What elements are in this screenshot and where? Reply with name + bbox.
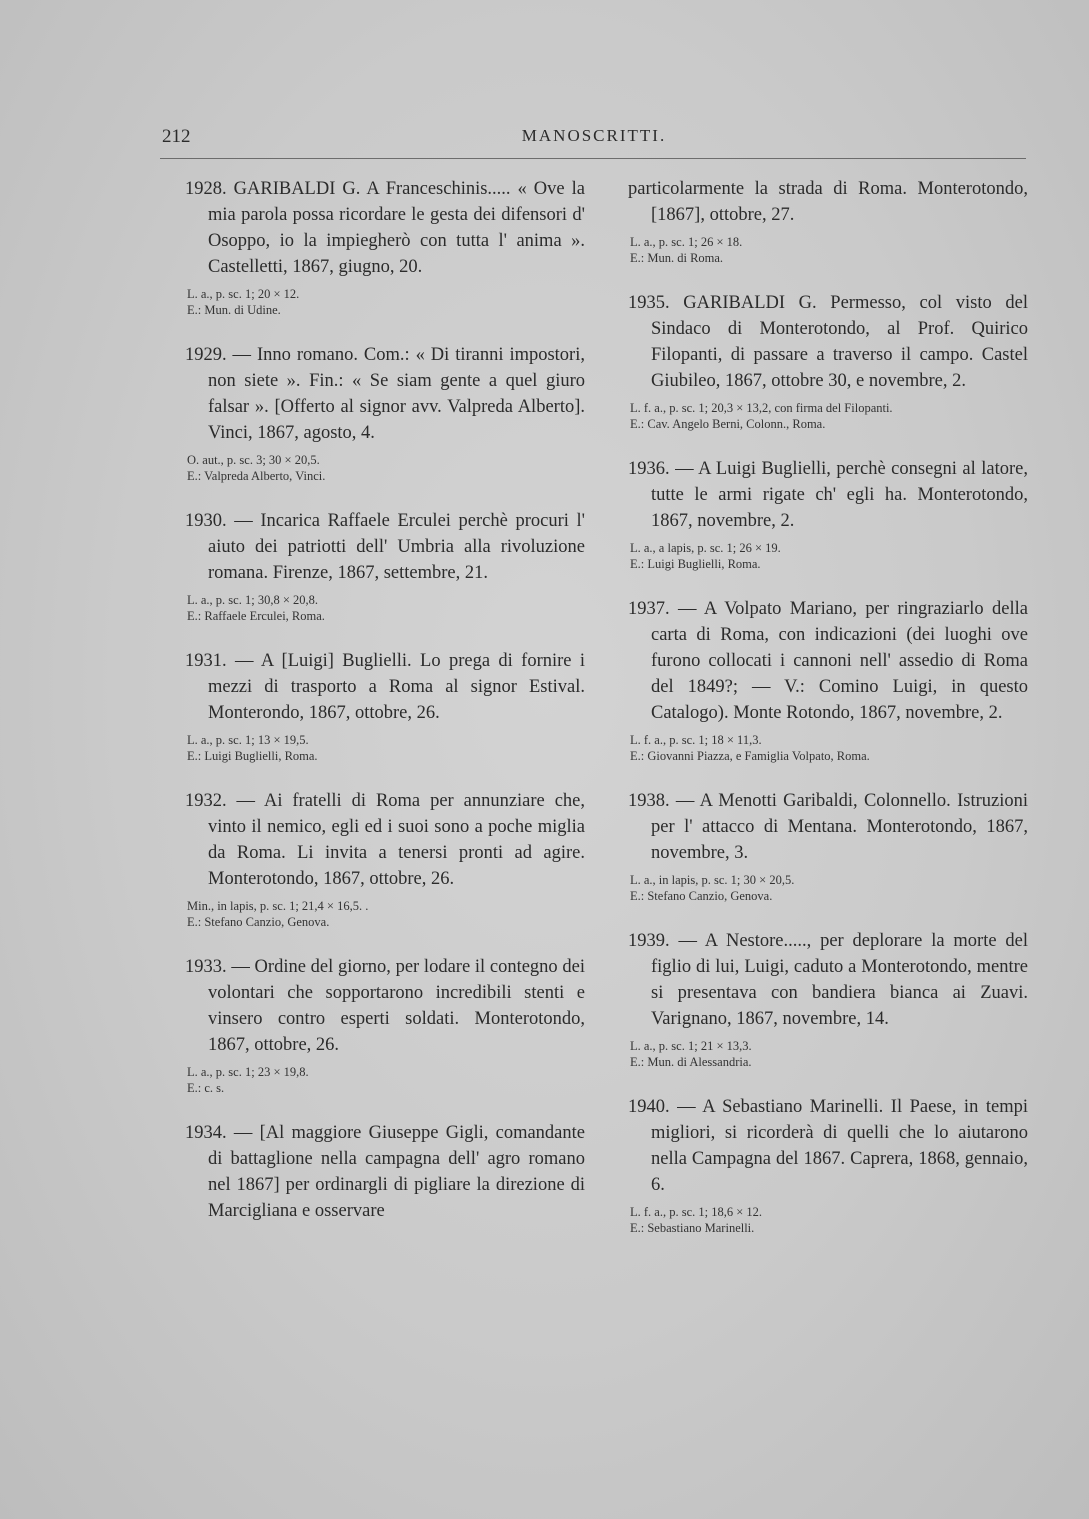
entry-owner: E.: Luigi Buglielli, Roma.	[187, 749, 318, 763]
entry-text: 1938. — A Menotti Garibaldi, Colonnello. Istruzioni per l' attacco di Mentana. Monterotondo, 1867, novembre, 3.	[628, 791, 1028, 863]
entry-physical-description: L. a., p. sc. 1; 30,8 × 20,8.	[187, 593, 318, 607]
entry-owner: E.: Mun. di Alessandria.	[630, 1055, 752, 1069]
entry-owner: E.: Sebastiano Marinelli.	[630, 1221, 755, 1235]
running-title: MANOSCRITTI.	[521, 126, 667, 145]
entry-physical-description: L. a., p. sc. 1; 20 × 12.	[187, 287, 300, 301]
entry-description	[185, 452, 585, 484]
entry-description	[185, 1064, 585, 1096]
entry-description	[628, 234, 1028, 266]
entry-text: particolarmente la strada di Roma. Monterotondo, [1867], ottobre, 27.	[628, 179, 1028, 225]
entry-description	[628, 400, 1028, 432]
catalog-entry	[628, 596, 1028, 764]
entry-text: 1937. — A Volpato Mariano, per ringraziarlo della carta di Roma, con indicazioni (dei luoghi ove furono collocati i cannoni nell' assedio di Roma del 1849?; — V.: Comino Luigi, in questo Catalogo). Monte Rotondo, 1867, novembre, 2.	[628, 599, 1028, 723]
entry-owner: E.: Cav. Angelo Berni, Colonn., Roma.	[630, 417, 826, 431]
entry-text: 1935. GARIBALDI G. Permesso, col visto del Sindaco di Monterotondo, al Prof. Quirico Filopanti, di passare a traverso il campo. Castel Giubileo, 1867, ottobre 30, e novembre, 2.	[628, 293, 1028, 391]
entry-description	[628, 732, 1028, 764]
entry-physical-description: L. f. a., p. sc. 1; 18,6 × 12.	[630, 1205, 763, 1219]
entry-owner: E.: Valpreda Alberto, Vinci.	[187, 469, 326, 483]
catalog-entry	[185, 648, 585, 764]
entry-owner: E.: c. s.	[187, 1081, 225, 1095]
catalog-entry	[628, 290, 1028, 432]
entry-owner: E.: Raffaele Erculei, Roma.	[187, 609, 325, 623]
catalog-entry	[185, 508, 585, 624]
entry-physical-description: Min., in lapis, p. sc. 1; 21,4 × 16,5. .	[187, 899, 369, 913]
right-column	[628, 176, 1028, 1260]
entry-description	[185, 732, 585, 764]
entry-owner: E.: Luigi Buglielli, Roma.	[630, 557, 761, 571]
entry-physical-description: L. a., p. sc. 1; 26 × 18.	[630, 235, 743, 249]
page-header	[162, 126, 1026, 156]
catalog-entry	[628, 176, 1028, 266]
left-column	[185, 176, 585, 1248]
entry-description	[185, 286, 585, 318]
entry-text: 1931. — A [Luigi] Buglielli. Lo prega di fornire i mezzi di trasporto a Roma al signor Estival. Monterondo, 1867, ottobre, 26.	[185, 651, 585, 723]
entry-text: 1936. — A Luigi Buglielli, perchè consegni al latore, tutte le armi rigate ch' egli ha. Monterotondo, 1867, novembre, 2.	[628, 459, 1028, 531]
page-number: 212	[162, 126, 191, 147]
entry-text: 1930. — Incarica Raffaele Erculei perchè procuri l' aiuto dei patriotti dell' Umbria alla rivoluzione romana. Firenze, 1867, settembre, 21.	[185, 511, 585, 583]
entry-description	[185, 592, 585, 624]
entry-description	[628, 1038, 1028, 1070]
catalog-entry	[628, 788, 1028, 904]
entry-text: 1940. — A Sebastiano Marinelli. Il Paese, in tempi migliori, si ricorderà di quelli che lo aiutarono nella Campagna del 1867. Caprera, 1868, gennaio, 6.	[628, 1097, 1028, 1195]
entry-description	[628, 1204, 1028, 1236]
entry-owner: E.: Giovanni Piazza, e Famiglia Volpato, Roma.	[630, 749, 870, 763]
entry-physical-description: L. a., p. sc. 1; 23 × 19,8.	[187, 1065, 309, 1079]
catalog-entry	[628, 1094, 1028, 1236]
entry-physical-description: O. aut., p. sc. 3; 30 × 20,5.	[187, 453, 320, 467]
entry-physical-description: L. f. a., p. sc. 1; 18 × 11,3.	[630, 733, 762, 747]
entry-text: 1934. — [Al maggiore Giuseppe Gigli, comandante di battaglione nella campagna dell' agro romano nel 1867] per ordinargli di pigliare la direzione di Marcigliana e osservare	[185, 1123, 585, 1221]
entry-owner: E.: Mun. di Udine.	[187, 303, 281, 317]
entry-owner: E.: Stefano Canzio, Genova.	[187, 915, 330, 929]
entry-owner: E.: Stefano Canzio, Genova.	[630, 889, 773, 903]
entry-owner: E.: Mun. di Roma.	[630, 251, 724, 265]
entry-text: 1932. — Ai fratelli di Roma per annunziare che, vinto il nemico, egli ed i suoi sono a poche miglia da Roma. Li invita a tenersi pronti ad agire. Monterotondo, 1867, ottobre, 26.	[185, 791, 585, 889]
entry-text: 1929. — Inno romano. Com.: « Di tiranni impostori, non siete ». Fin.: « Se siam gente a quel giuro falsar ». [Offerto al signor avv. Valpreda Alberto]. Vinci, 1867, agosto, 4.	[185, 345, 585, 443]
entry-description	[628, 872, 1028, 904]
catalog-entry	[185, 954, 585, 1096]
catalog-entry	[628, 456, 1028, 572]
catalog-entry	[185, 788, 585, 930]
entry-physical-description: L. a., a lapis, p. sc. 1; 26 × 19.	[630, 541, 781, 555]
catalog-entry	[628, 928, 1028, 1070]
entry-text: 1933. — Ordine del giorno, per lodare il contegno dei volontari che sopportarono incredibili stenti e vinsero contro esperti soldati. Monterotondo, 1867, ottobre, 26.	[185, 957, 585, 1055]
entry-text: 1928. GARIBALDI G. A Franceschinis..... « Ove la mia parola possa ricordare le gesta dei difensori d' Osoppo, io la impiegherò con tutta l' anima ». Castelletti, 1867, giugno, 20.	[185, 179, 585, 277]
entry-physical-description: L. a., in lapis, p. sc. 1; 30 × 20,5.	[630, 873, 795, 887]
catalog-entry	[185, 1120, 585, 1224]
entry-text: 1939. — A Nestore....., per deplorare la morte del figlio di lui, Luigi, caduto a Monterotondo, mentre si presentava con bandiera bianca ai Zuavi. Varignano, 1867, novembre, 14.	[628, 931, 1028, 1029]
entry-physical-description: L. a., p. sc. 1; 13 × 19,5.	[187, 733, 309, 747]
catalog-entry	[185, 176, 585, 318]
entry-physical-description: L. a., p. sc. 1; 21 × 13,3.	[630, 1039, 752, 1053]
header-rule	[160, 158, 1026, 159]
catalog-entry	[185, 342, 585, 484]
entry-description	[628, 540, 1028, 572]
entry-description	[185, 898, 585, 930]
entry-physical-description: L. f. a., p. sc. 1; 20,3 × 13,2, con firma del Filopanti.	[630, 401, 893, 415]
